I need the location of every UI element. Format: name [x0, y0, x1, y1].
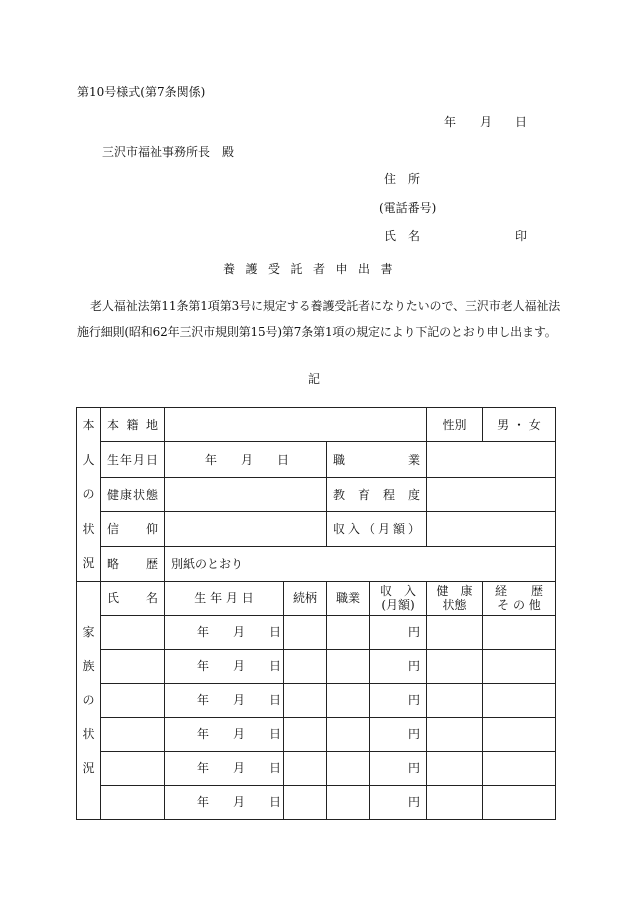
family-occupation-cell[interactable]	[327, 717, 370, 751]
family-relation-cell[interactable]	[284, 649, 327, 683]
family-birthdate-cell[interactable]: 年 月 日	[165, 717, 284, 751]
family-birthdate-cell[interactable]: 年 月 日	[165, 649, 284, 683]
birthdate-year: 年	[205, 452, 218, 467]
family-row	[77, 615, 556, 649]
faith-label: 信仰	[101, 512, 165, 546]
history-label: 略歴	[101, 546, 165, 581]
family-income-cell[interactable]: 円	[370, 615, 427, 649]
family-health-cell[interactable]	[427, 649, 483, 683]
date-day-label: 日	[515, 115, 528, 129]
family-relation-cell[interactable]	[284, 751, 327, 785]
family-name-header: 氏名	[101, 581, 165, 615]
family-row	[77, 683, 556, 717]
family-relation-cell[interactable]	[284, 615, 327, 649]
family-health-cell[interactable]	[427, 785, 483, 819]
occupation-label: 職業	[327, 442, 427, 478]
income-label: 収入（月額）	[327, 512, 427, 546]
family-income-cell[interactable]: 円	[370, 751, 427, 785]
family-occupation-cell[interactable]	[327, 683, 370, 717]
education-label: 教育程度	[327, 477, 427, 511]
family-relation-cell[interactable]	[284, 785, 327, 819]
date-month-label: 月	[480, 115, 493, 129]
family-income-cell[interactable]: 円	[370, 683, 427, 717]
seal-mark: 印	[515, 229, 528, 243]
family-health-cell[interactable]	[427, 615, 483, 649]
family-occupation-cell[interactable]	[327, 649, 370, 683]
family-other-cell[interactable]	[483, 683, 556, 717]
name-label: 氏 名	[384, 229, 421, 243]
phone-label: (電話番号)	[379, 201, 437, 215]
address-label: 住 所	[384, 172, 421, 186]
family-other-cell[interactable]	[483, 751, 556, 785]
faith-field[interactable]	[165, 512, 327, 546]
family-occupation-cell[interactable]	[327, 615, 370, 649]
family-occupation-cell[interactable]	[327, 785, 370, 819]
family-income-cell[interactable]: 円	[370, 717, 427, 751]
family-occupation-cell[interactable]	[327, 751, 370, 785]
family-name-cell[interactable]	[101, 717, 165, 751]
sex-value[interactable]: 男 ・ 女	[483, 408, 556, 442]
family-other-cell[interactable]	[483, 615, 556, 649]
family-birthdate-cell[interactable]: 年 月 日	[165, 751, 284, 785]
family-income-cell[interactable]: 円	[370, 649, 427, 683]
application-form-table	[76, 407, 556, 820]
family-relation-cell[interactable]	[284, 683, 327, 717]
income-field[interactable]	[427, 512, 556, 546]
document-title: 養護受託者申出書	[223, 262, 404, 276]
date-year-label: 年	[444, 115, 457, 129]
family-health-header: 健 康 状態	[427, 581, 483, 615]
family-birthdate-cell[interactable]: 年 月 日	[165, 615, 284, 649]
family-other-cell[interactable]	[483, 785, 556, 819]
history-value[interactable]: 別紙のとおり	[165, 546, 556, 581]
family-health-cell[interactable]	[427, 751, 483, 785]
family-birthdate-header: 生 年 月 日	[165, 581, 284, 615]
family-name-cell[interactable]	[101, 751, 165, 785]
family-name-cell[interactable]	[101, 649, 165, 683]
birthdate-field[interactable]	[165, 442, 327, 478]
occupation-field[interactable]	[427, 442, 556, 478]
body-text-line-1: 老人福祉法第11条第1項第3号に規定する養護受託者になりたいので、三沢市老人福祉法	[90, 299, 561, 313]
family-relation-header: 続柄	[284, 581, 327, 615]
self-section-vertical-label: 本 人 の 状 況	[77, 408, 101, 582]
family-birthdate-cell[interactable]: 年 月 日	[165, 785, 284, 819]
family-name-cell[interactable]	[101, 683, 165, 717]
education-field[interactable]	[427, 477, 556, 511]
sex-label: 性別	[427, 408, 483, 442]
family-occupation-header: 職業	[327, 581, 370, 615]
body-text-line-2: 施行細則(昭和62年三沢市規則第15号)第7条第1項の規定により下記のとおり申し出ます。	[77, 325, 557, 339]
family-row	[77, 717, 556, 751]
family-section-vertical-label: 家 族 の 状 況	[77, 581, 101, 819]
family-row	[77, 785, 556, 819]
ki-mark: 記	[308, 372, 321, 386]
birthdate-day: 日	[277, 452, 290, 467]
family-other-cell[interactable]	[483, 649, 556, 683]
family-health-cell[interactable]	[427, 717, 483, 751]
family-row	[77, 649, 556, 683]
family-other-cell[interactable]	[483, 717, 556, 751]
health-label: 健康状態	[101, 477, 165, 511]
family-name-cell[interactable]	[101, 785, 165, 819]
family-row	[77, 751, 556, 785]
family-income-header: 収 入 (月額)	[370, 581, 427, 615]
family-name-cell[interactable]	[101, 615, 165, 649]
family-birthdate-cell[interactable]: 年 月 日	[165, 683, 284, 717]
health-field[interactable]	[165, 477, 327, 511]
family-other-header: 経 歴 そ の 他	[483, 581, 556, 615]
form-number: 第10号様式(第7条関係)	[77, 85, 206, 99]
family-income-cell[interactable]: 円	[370, 785, 427, 819]
birthdate-label: 生年月日	[101, 442, 165, 478]
family-relation-cell[interactable]	[284, 717, 327, 751]
addressee: 三沢市福祉事務所長 殿	[102, 145, 235, 159]
family-health-cell[interactable]	[427, 683, 483, 717]
birthdate-month: 月	[241, 452, 254, 467]
domicile-label: 本籍地	[101, 408, 165, 442]
domicile-field[interactable]	[165, 408, 427, 442]
